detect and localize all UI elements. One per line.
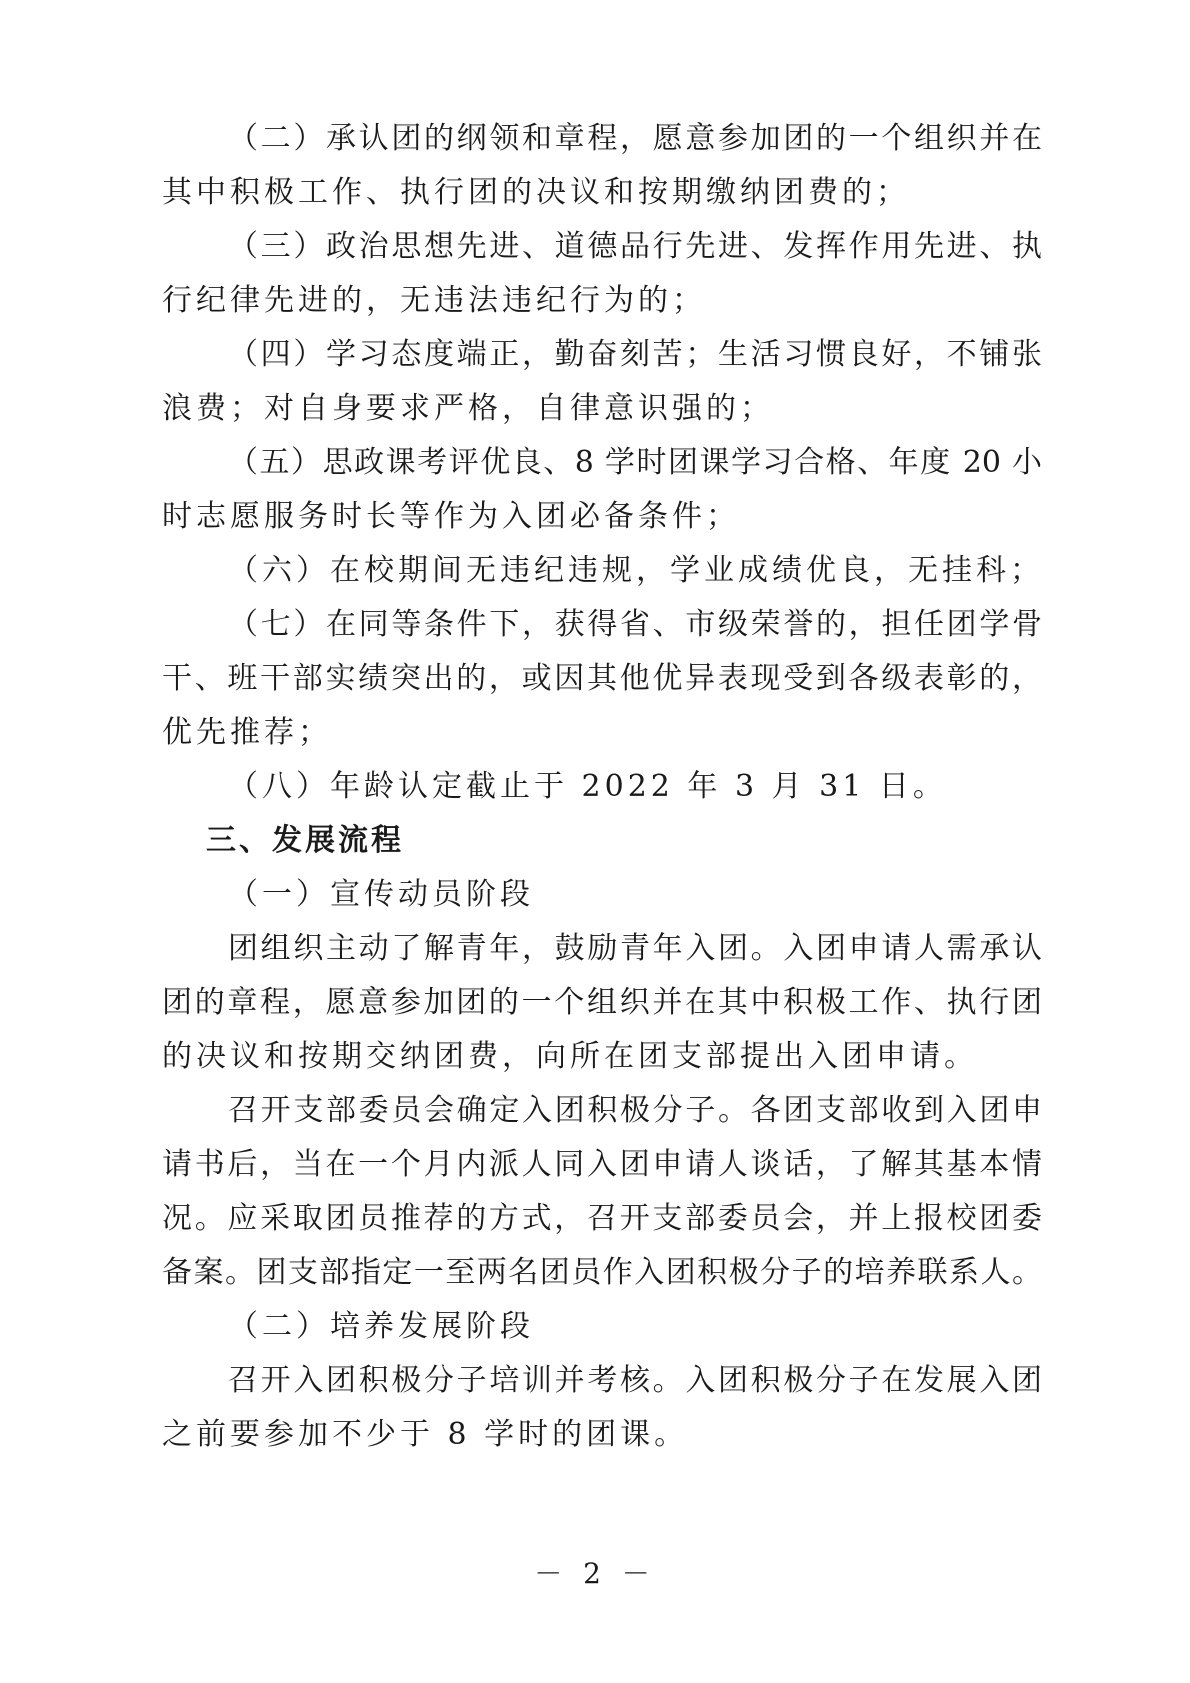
paragraph-publicity-line-3: 的决议和按期交纳团费，向所在团支部提出入团申请。	[162, 1039, 978, 1074]
subheading-training-stage: （二）培养发展阶段	[228, 1309, 534, 1344]
paragraph-item-8: （八）年龄认定截止于 2022 年 3 月 31 日。	[228, 769, 947, 804]
document-body	[162, 112, 1042, 1462]
paragraph-item-2-line-2: 其中积极工作、执行团的决议和按期缴纳团费的；	[162, 175, 910, 210]
paragraph-training-line-1: 召开入团积极分子培训并考核。入团积极分子在发展入团	[228, 1363, 1042, 1398]
paragraph-item-6: （六）在校期间无违纪违规，学业成绩优良，无挂科；	[228, 553, 1044, 588]
paragraph-item-5-line-1: （五）思政课考评优良、8 学时团课学习合格、年度 20 小	[228, 445, 1042, 480]
paragraph-committee-line-3: 况。应采取团员推荐的方式，召开支部委员会，并上报校团委	[162, 1201, 1042, 1236]
paragraph-item-3-line-2: 行纪律先进的，无违法违纪行为的；	[162, 283, 706, 318]
paragraph-committee-line-1: 召开支部委员会确定入团积极分子。各团支部收到入团申	[228, 1093, 1042, 1128]
paragraph-committee-line-2: 请书后，当在一个月内派人同入团申请人谈话，了解其基本情	[162, 1147, 1042, 1182]
paragraph-committee-line-4: 备案。团支部指定一至两名团员作入团积极分子的培养联系人。	[162, 1255, 1042, 1290]
section-heading-development-process: 三、发展流程	[206, 823, 404, 858]
paragraph-item-2-line-1: （二）承认团的纲领和章程，愿意参加团的一个组织并在	[228, 121, 1042, 156]
paragraph-publicity-line-1: 团组织主动了解青年，鼓励青年入团。入团申请人需承认	[228, 931, 1042, 966]
page-number: － 2 －	[534, 1557, 656, 1590]
paragraph-item-7-line-2: 干、班干部实绩突出的，或因其他优异表现受到各级表彰的，	[162, 661, 1042, 696]
paragraph-item-5-line-2: 时志愿服务时长等作为入团必备条件；	[162, 499, 740, 534]
paragraph-item-7-line-3: 优先推荐；	[162, 715, 332, 750]
paragraph-item-3-line-1: （三）政治思想先进、道德品行先进、发挥作用先进、执	[228, 229, 1042, 264]
paragraph-item-7-line-1: （七）在同等条件下，获得省、市级荣誉的，担任团学骨	[228, 607, 1042, 642]
paragraph-item-4-line-1: （四）学习态度端正，勤奋刻苦；生活习惯良好，不铺张	[228, 337, 1042, 372]
paragraph-training-line-2: 之前要参加不少于 8 学时的团课。	[162, 1417, 689, 1452]
subheading-publicity-stage: （一）宣传动员阶段	[228, 877, 534, 912]
paragraph-item-4-line-2: 浪费；对自身要求严格，自律意识强的；	[162, 391, 774, 426]
paragraph-publicity-line-2: 团的章程，愿意参加团的一个组织并在其中积极工作、执行团	[162, 985, 1042, 1020]
